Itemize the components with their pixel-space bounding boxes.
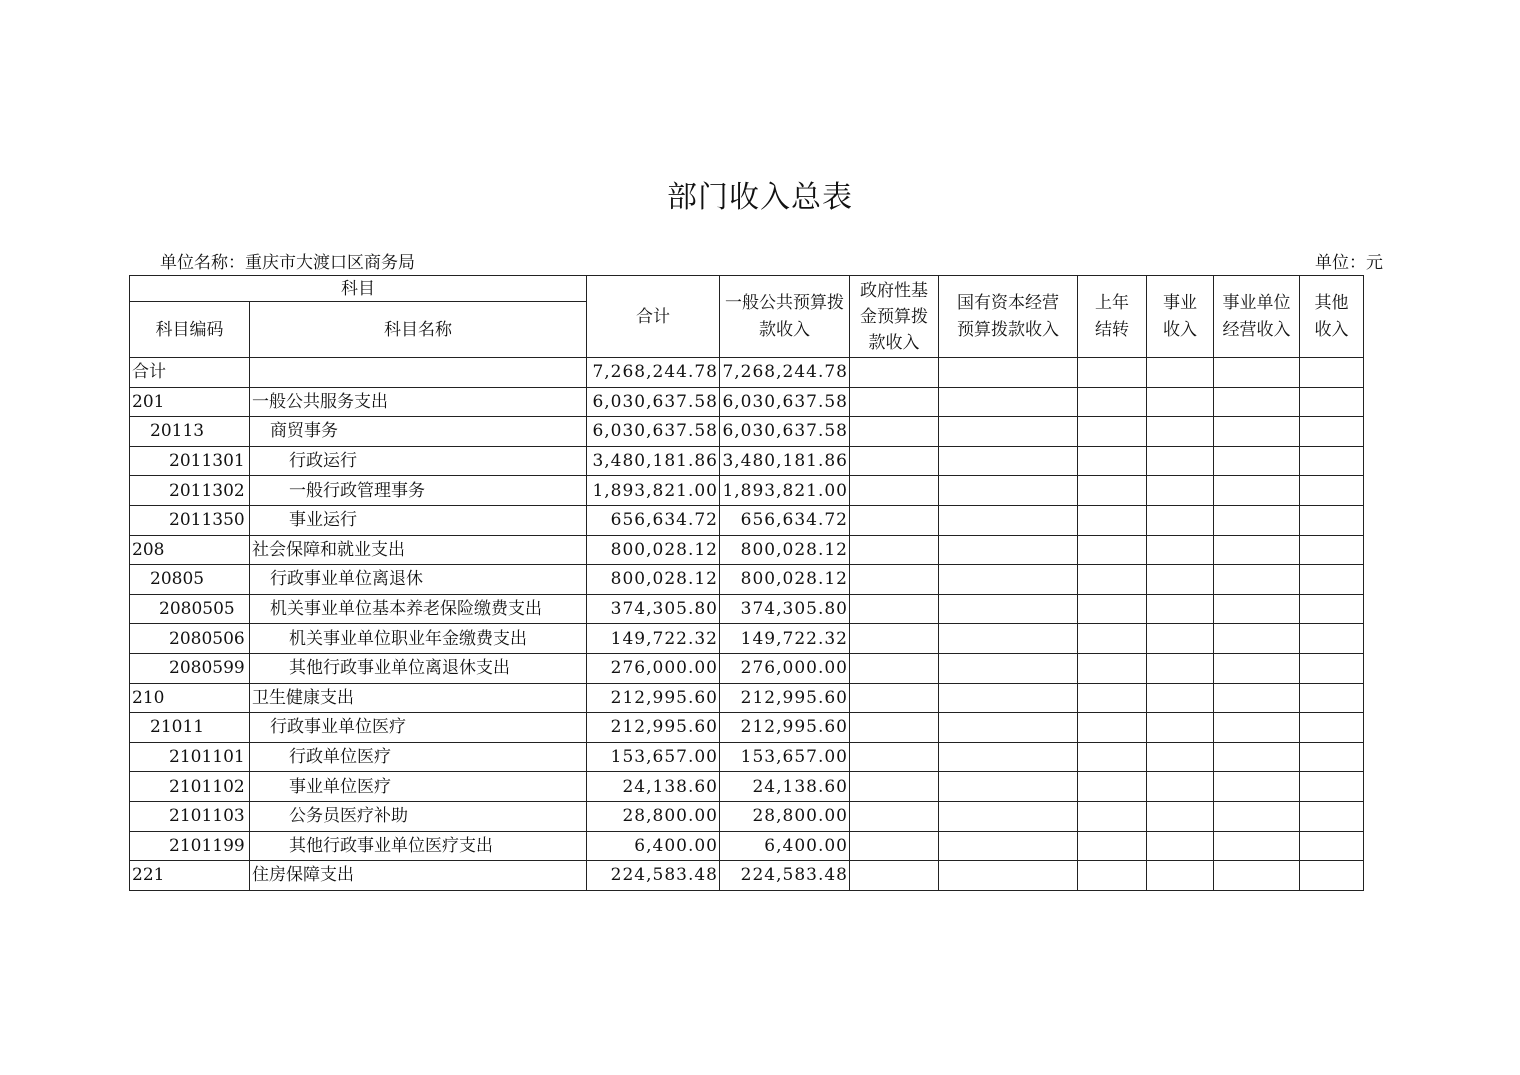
subject-code-cell: 201 bbox=[130, 387, 250, 417]
carryover-cell bbox=[1078, 624, 1147, 654]
table-row bbox=[130, 772, 1364, 802]
other-income-cell bbox=[1300, 417, 1364, 447]
gov-fund-cell bbox=[850, 387, 939, 417]
subject-name-cell: 住房保障支出 bbox=[250, 861, 587, 891]
business-income-cell bbox=[1147, 653, 1214, 683]
business-income-cell bbox=[1147, 772, 1214, 802]
other-income-cell bbox=[1300, 387, 1364, 417]
business-unit-income-cell bbox=[1214, 772, 1300, 802]
total-cell: 6,030,637.58 bbox=[587, 417, 720, 447]
other-income-cell bbox=[1300, 594, 1364, 624]
business-income-cell bbox=[1147, 417, 1214, 447]
table-row bbox=[130, 742, 1364, 772]
income-summary-table bbox=[129, 275, 1364, 891]
total-cell: 28,800.00 bbox=[587, 801, 720, 831]
subject-name-cell: 商贸事务 bbox=[250, 417, 587, 447]
business-unit-income-cell bbox=[1214, 476, 1300, 506]
general-budget-cell: 800,028.12 bbox=[720, 565, 850, 595]
general-budget-cell: 276,000.00 bbox=[720, 653, 850, 683]
business-income-cell bbox=[1147, 505, 1214, 535]
total-cell: 153,657.00 bbox=[587, 742, 720, 772]
table-row bbox=[130, 624, 1364, 654]
table-row bbox=[130, 565, 1364, 595]
business-unit-income-cell bbox=[1214, 594, 1300, 624]
total-cell: 374,305.80 bbox=[587, 594, 720, 624]
gov-fund-cell bbox=[850, 417, 939, 447]
total-cell: 3,480,181.86 bbox=[587, 446, 720, 476]
business-income-cell bbox=[1147, 831, 1214, 861]
general-budget-cell: 212,995.60 bbox=[720, 713, 850, 743]
total-cell: 7,268,244.78 bbox=[587, 358, 720, 388]
gov-fund-cell bbox=[850, 683, 939, 713]
business-income-cell bbox=[1147, 624, 1214, 654]
subject-name-cell: 行政事业单位离退休 bbox=[250, 565, 587, 595]
general-budget-cell: 3,480,181.86 bbox=[720, 446, 850, 476]
state-capital-cell bbox=[939, 358, 1078, 388]
general-budget-cell: 800,028.12 bbox=[720, 535, 850, 565]
general-budget-cell: 7,268,244.78 bbox=[720, 358, 850, 388]
page-title: 部门收入总表 bbox=[667, 180, 853, 215]
other-income-cell bbox=[1300, 476, 1364, 506]
business-income-cell bbox=[1147, 476, 1214, 506]
carryover-cell bbox=[1078, 772, 1147, 802]
business-income-cell bbox=[1147, 742, 1214, 772]
gov-fund-cell bbox=[850, 831, 939, 861]
header-business-income: 事业收入 bbox=[1147, 276, 1214, 358]
state-capital-cell bbox=[939, 713, 1078, 743]
header-subject: 科目 bbox=[130, 276, 587, 302]
subject-name-cell: 事业运行 bbox=[250, 505, 587, 535]
table-row bbox=[130, 861, 1364, 891]
carryover-cell bbox=[1078, 742, 1147, 772]
gov-fund-cell bbox=[850, 535, 939, 565]
other-income-cell bbox=[1300, 535, 1364, 565]
table-row bbox=[130, 801, 1364, 831]
business-unit-income-cell bbox=[1214, 653, 1300, 683]
business-unit-income-cell bbox=[1214, 358, 1300, 388]
table-row bbox=[130, 446, 1364, 476]
state-capital-cell bbox=[939, 683, 1078, 713]
business-income-cell bbox=[1147, 861, 1214, 891]
state-capital-cell bbox=[939, 476, 1078, 506]
business-unit-income-cell bbox=[1214, 535, 1300, 565]
state-capital-cell bbox=[939, 772, 1078, 802]
header-general-budget: 一般公共预算拨款收入 bbox=[720, 276, 850, 358]
header-code: 科目编码 bbox=[130, 302, 250, 358]
general-budget-cell: 149,722.32 bbox=[720, 624, 850, 654]
header-total: 合计 bbox=[587, 276, 720, 358]
business-unit-income-cell bbox=[1214, 387, 1300, 417]
subject-name-cell: 行政运行 bbox=[250, 446, 587, 476]
carryover-cell bbox=[1078, 505, 1147, 535]
gov-fund-cell bbox=[850, 505, 939, 535]
subject-name-cell: 机关事业单位基本养老保险缴费支出 bbox=[250, 594, 587, 624]
carryover-cell bbox=[1078, 476, 1147, 506]
state-capital-cell bbox=[939, 831, 1078, 861]
subject-code-cell: 21011 bbox=[130, 713, 250, 743]
state-capital-cell bbox=[939, 742, 1078, 772]
total-cell: 1,893,821.00 bbox=[587, 476, 720, 506]
business-income-cell bbox=[1147, 713, 1214, 743]
business-unit-income-cell bbox=[1214, 683, 1300, 713]
total-cell: 149,722.32 bbox=[587, 624, 720, 654]
other-income-cell bbox=[1300, 505, 1364, 535]
subject-code-cell: 2011302 bbox=[130, 476, 250, 506]
carryover-cell bbox=[1078, 653, 1147, 683]
subject-code-cell: 208 bbox=[130, 535, 250, 565]
header-business-unit-income: 事业单位经营收入 bbox=[1214, 276, 1300, 358]
table-row bbox=[130, 683, 1364, 713]
subject-name-cell: 一般行政管理事务 bbox=[250, 476, 587, 506]
subject-name-cell: 一般公共服务支出 bbox=[250, 387, 587, 417]
business-income-cell bbox=[1147, 594, 1214, 624]
carryover-cell bbox=[1078, 861, 1147, 891]
gov-fund-cell bbox=[850, 772, 939, 802]
header-other-income: 其他收入 bbox=[1300, 276, 1364, 358]
general-budget-cell: 6,030,637.58 bbox=[720, 387, 850, 417]
total-cell: 212,995.60 bbox=[587, 713, 720, 743]
subject-code-cell: 20113 bbox=[130, 417, 250, 447]
subject-name-cell: 其他行政事业单位医疗支出 bbox=[250, 831, 587, 861]
state-capital-cell bbox=[939, 624, 1078, 654]
subject-code-cell: 210 bbox=[130, 683, 250, 713]
business-unit-income-cell bbox=[1214, 861, 1300, 891]
business-income-cell bbox=[1147, 683, 1214, 713]
gov-fund-cell bbox=[850, 594, 939, 624]
other-income-cell bbox=[1300, 713, 1364, 743]
business-unit-income-cell bbox=[1214, 446, 1300, 476]
total-cell: 212,995.60 bbox=[587, 683, 720, 713]
table-row bbox=[130, 535, 1364, 565]
carryover-cell bbox=[1078, 358, 1147, 388]
table-row bbox=[130, 476, 1364, 506]
subject-code-cell: 2101103 bbox=[130, 801, 250, 831]
gov-fund-cell bbox=[850, 801, 939, 831]
business-income-cell bbox=[1147, 565, 1214, 595]
total-cell: 6,030,637.58 bbox=[587, 387, 720, 417]
subject-code-cell: 2080505 bbox=[130, 594, 250, 624]
table-row bbox=[130, 505, 1364, 535]
general-budget-cell: 153,657.00 bbox=[720, 742, 850, 772]
subject-code-cell: 20805 bbox=[130, 565, 250, 595]
other-income-cell bbox=[1300, 683, 1364, 713]
header-state-capital: 国有资本经营预算拨款收入 bbox=[939, 276, 1078, 358]
table-row bbox=[130, 417, 1364, 447]
subject-name-cell: 社会保障和就业支出 bbox=[250, 535, 587, 565]
subject-code-cell: 2101101 bbox=[130, 742, 250, 772]
carryover-cell bbox=[1078, 594, 1147, 624]
carryover-cell bbox=[1078, 535, 1147, 565]
total-cell: 224,583.48 bbox=[587, 861, 720, 891]
table-row bbox=[130, 358, 1364, 388]
business-unit-income-cell bbox=[1214, 831, 1300, 861]
other-income-cell bbox=[1300, 624, 1364, 654]
carryover-cell bbox=[1078, 565, 1147, 595]
business-unit-income-cell bbox=[1214, 624, 1300, 654]
gov-fund-cell bbox=[850, 742, 939, 772]
table-body bbox=[130, 358, 1364, 891]
carryover-cell bbox=[1078, 387, 1147, 417]
business-unit-income-cell bbox=[1214, 742, 1300, 772]
carryover-cell bbox=[1078, 417, 1147, 447]
subject-code-cell: 2101102 bbox=[130, 772, 250, 802]
business-income-cell bbox=[1147, 446, 1214, 476]
carryover-cell bbox=[1078, 446, 1147, 476]
subject-name-cell: 其他行政事业单位离退休支出 bbox=[250, 653, 587, 683]
general-budget-cell: 212,995.60 bbox=[720, 683, 850, 713]
header-name: 科目名称 bbox=[250, 302, 587, 358]
general-budget-cell: 1,893,821.00 bbox=[720, 476, 850, 506]
business-income-cell bbox=[1147, 535, 1214, 565]
general-budget-cell: 24,138.60 bbox=[720, 772, 850, 802]
header-gov-fund: 政府性基金预算拨款收入 bbox=[850, 276, 939, 358]
business-unit-income-cell bbox=[1214, 565, 1300, 595]
gov-fund-cell bbox=[850, 446, 939, 476]
carryover-cell bbox=[1078, 831, 1147, 861]
state-capital-cell bbox=[939, 417, 1078, 447]
subject-code-cell: 2101199 bbox=[130, 831, 250, 861]
gov-fund-cell bbox=[850, 565, 939, 595]
subject-code-cell: 2011350 bbox=[130, 505, 250, 535]
table-row bbox=[130, 387, 1364, 417]
state-capital-cell bbox=[939, 861, 1078, 891]
subject-name-cell: 卫生健康支出 bbox=[250, 683, 587, 713]
gov-fund-cell bbox=[850, 476, 939, 506]
state-capital-cell bbox=[939, 653, 1078, 683]
gov-fund-cell bbox=[850, 624, 939, 654]
carryover-cell bbox=[1078, 801, 1147, 831]
total-cell: 6,400.00 bbox=[587, 831, 720, 861]
carryover-cell bbox=[1078, 713, 1147, 743]
total-cell: 656,634.72 bbox=[587, 505, 720, 535]
state-capital-cell bbox=[939, 535, 1078, 565]
subject-name-cell: 行政事业单位医疗 bbox=[250, 713, 587, 743]
state-capital-cell bbox=[939, 801, 1078, 831]
table-row bbox=[130, 653, 1364, 683]
general-budget-cell: 656,634.72 bbox=[720, 505, 850, 535]
table-row bbox=[130, 594, 1364, 624]
business-unit-income-cell bbox=[1214, 713, 1300, 743]
other-income-cell bbox=[1300, 565, 1364, 595]
other-income-cell bbox=[1300, 742, 1364, 772]
general-budget-cell: 374,305.80 bbox=[720, 594, 850, 624]
state-capital-cell bbox=[939, 446, 1078, 476]
business-unit-income-cell bbox=[1214, 417, 1300, 447]
subject-code-cell: 221 bbox=[130, 861, 250, 891]
total-cell: 800,028.12 bbox=[587, 565, 720, 595]
state-capital-cell bbox=[939, 505, 1078, 535]
currency-unit-label: 单位：元 bbox=[1315, 253, 1383, 273]
carryover-cell bbox=[1078, 683, 1147, 713]
gov-fund-cell bbox=[850, 861, 939, 891]
header-carryover: 上年结转 bbox=[1078, 276, 1147, 358]
unit-name-label: 单位名称：重庆市大渡口区商务局 bbox=[160, 253, 415, 273]
state-capital-cell bbox=[939, 594, 1078, 624]
other-income-cell bbox=[1300, 831, 1364, 861]
state-capital-cell bbox=[939, 387, 1078, 417]
general-budget-cell: 6,030,637.58 bbox=[720, 417, 850, 447]
other-income-cell bbox=[1300, 861, 1364, 891]
subject-code-cell: 2080506 bbox=[130, 624, 250, 654]
business-unit-income-cell bbox=[1214, 505, 1300, 535]
table-row bbox=[130, 831, 1364, 861]
total-cell: 24,138.60 bbox=[587, 772, 720, 802]
subject-code-cell: 2080599 bbox=[130, 653, 250, 683]
business-income-cell bbox=[1147, 387, 1214, 417]
subject-name-cell: 行政单位医疗 bbox=[250, 742, 587, 772]
subject-name-cell: 事业单位医疗 bbox=[250, 772, 587, 802]
other-income-cell bbox=[1300, 801, 1364, 831]
other-income-cell bbox=[1300, 446, 1364, 476]
general-budget-cell: 224,583.48 bbox=[720, 861, 850, 891]
subject-name-cell bbox=[250, 358, 587, 388]
business-unit-income-cell bbox=[1214, 801, 1300, 831]
general-budget-cell: 6,400.00 bbox=[720, 831, 850, 861]
total-cell: 276,000.00 bbox=[587, 653, 720, 683]
general-budget-cell: 28,800.00 bbox=[720, 801, 850, 831]
subject-name-cell: 公务员医疗补助 bbox=[250, 801, 587, 831]
other-income-cell bbox=[1300, 772, 1364, 802]
other-income-cell bbox=[1300, 358, 1364, 388]
gov-fund-cell bbox=[850, 358, 939, 388]
total-cell: 800,028.12 bbox=[587, 535, 720, 565]
subject-code-cell: 2011301 bbox=[130, 446, 250, 476]
state-capital-cell bbox=[939, 565, 1078, 595]
subject-code-cell: 合计 bbox=[130, 358, 250, 388]
gov-fund-cell bbox=[850, 713, 939, 743]
table-row bbox=[130, 713, 1364, 743]
business-income-cell bbox=[1147, 358, 1214, 388]
gov-fund-cell bbox=[850, 653, 939, 683]
subject-name-cell: 机关事业单位职业年金缴费支出 bbox=[250, 624, 587, 654]
business-income-cell bbox=[1147, 801, 1214, 831]
other-income-cell bbox=[1300, 653, 1364, 683]
